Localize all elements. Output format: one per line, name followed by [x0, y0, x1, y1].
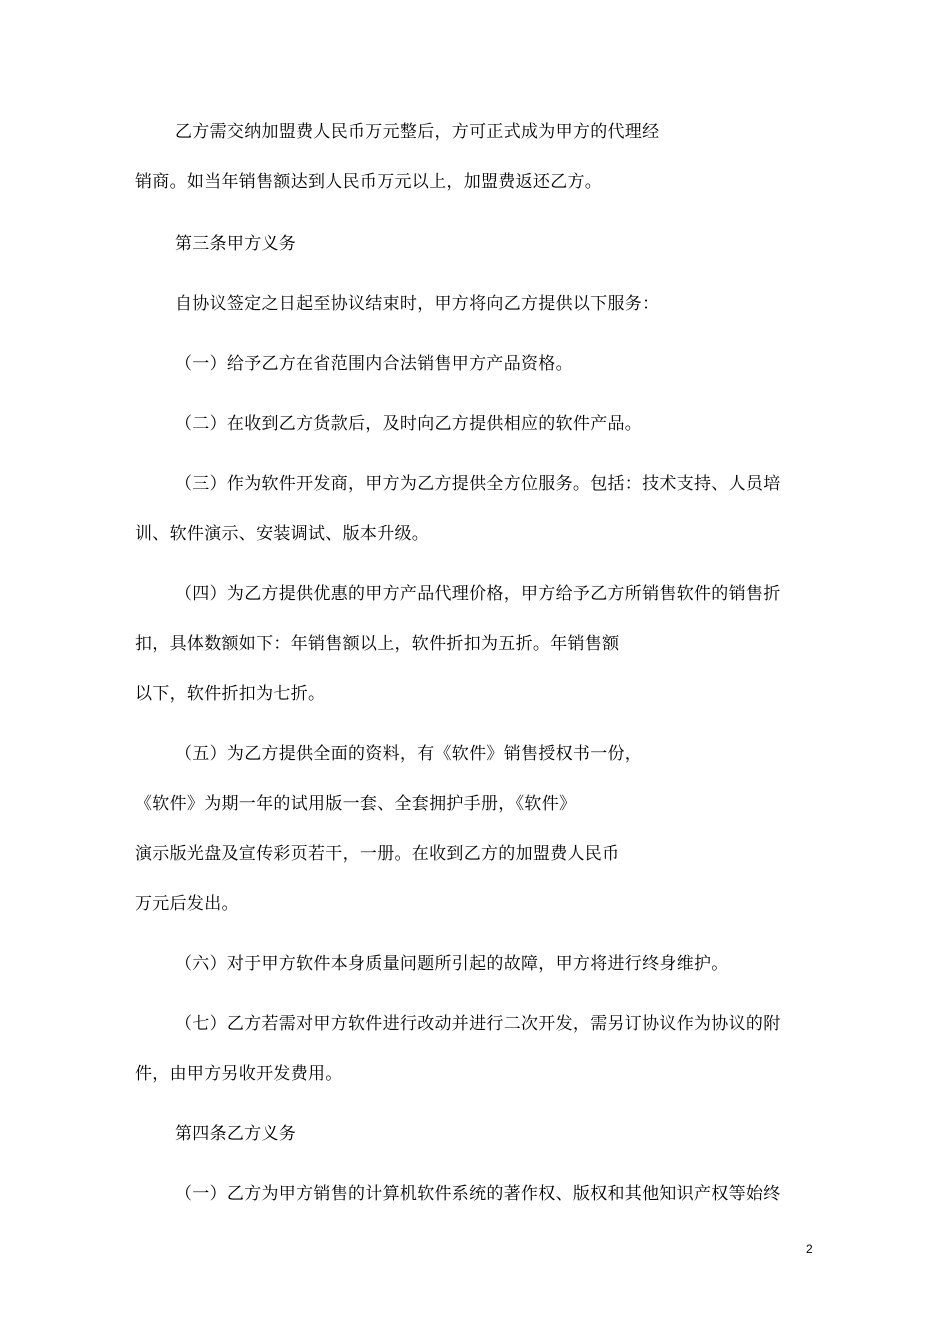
list-item: （一）给予乙方在省范围内合法销售甲方产品资格。	[175, 354, 573, 374]
section-heading: 第三条甲方义务	[175, 234, 297, 254]
section-heading: 第四条乙方义务	[175, 1124, 297, 1144]
list-item-continuation: 件，由甲方另收开发费用。	[135, 1064, 343, 1084]
list-item-continuation: 演示版光盘及宣传彩页若干，一册。在收到乙方的加盟费人民币	[135, 844, 620, 864]
list-item: （三）作为软件开发商，甲方为乙方提供全方位服务。包括：技术支持、人员培	[175, 474, 781, 494]
list-item: （六）对于甲方软件本身质量问题所引起的故障，甲方将进行终身维护。	[175, 954, 729, 974]
paragraph-line: 乙方需交纳加盟费人民币万元整后，方可正式成为甲方的代理经	[175, 122, 660, 142]
list-item-continuation: 训、软件演示、安装调试、版本升级。	[135, 524, 430, 544]
paragraph-line: 自协议签定之日起至协议结束时，甲方将向乙方提供以下服务：	[175, 294, 660, 314]
list-item-continuation: 扣，具体数额如下：年销售额以上，软件折扣为五折。年销售额	[135, 634, 620, 654]
list-item: （二）在收到乙方货款后，及时向乙方提供相应的软件产品。	[175, 414, 643, 434]
list-item-continuation: 以下，软件折扣为七折。	[135, 684, 326, 704]
paragraph-line: 销商。如当年销售额达到人民币万元以上，加盟费返还乙方。	[135, 172, 603, 192]
list-item-continuation: 万元后发出。	[135, 894, 239, 914]
list-item-continuation: 《软件》为期一年的试用版一套、全套拥护手册，《软件》	[135, 794, 577, 814]
list-item: （四）为乙方提供优惠的甲方产品代理价格，甲方给予乙方所销售软件的销售折	[175, 584, 781, 604]
page-number: 2	[806, 1242, 813, 1256]
list-item: （一）乙方为甲方销售的计算机软件系统的著作权、版权和其他知识产权等始终	[175, 1184, 781, 1204]
list-item: （七）乙方若需对甲方软件进行改动并进行二次开发，需另订协议作为协议的附	[175, 1014, 781, 1034]
list-item: （五）为乙方提供全面的资料，有《软件》销售授权书一份，	[175, 744, 643, 764]
